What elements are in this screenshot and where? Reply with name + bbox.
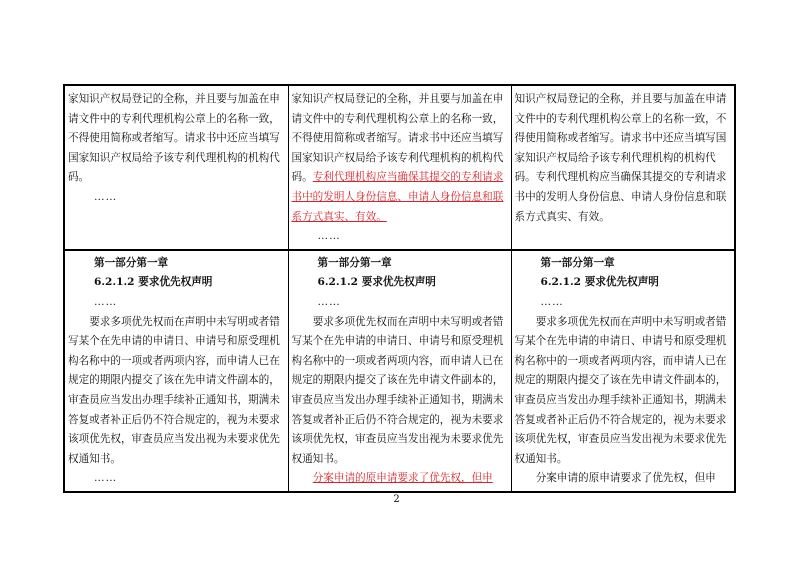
omission-mark: ……: [94, 472, 118, 485]
cell-paragraph: 家知识产权局登记的全称，并且要与加盖在申请文件中的专利代理机构公章上的名称一致，不得使用简称或者缩写。请求书中还应当填写国家知识产权局给予该专利代理机构的机构代码。: [68, 93, 280, 184]
cell-paragraph: 要求多项优先权而在声明中未写明或者错写某个在先申请的申请日、申请号和原受理机构名称中的一项或者两项内容，而申请人已在规定的期限内提交了该在先申请文件副本的，审查员应当发出办理手续补正通知书，期满未答复或者补正后仍不符合规定的，视为未要求该项优先权，审查员应当发出视为未要求优先权通知书。: [291, 315, 504, 465]
table-row: [64, 85, 735, 250]
omission-mark: ……: [540, 295, 564, 308]
comparison-table: [63, 84, 736, 493]
subsection-heading: 6.2.1.2 要求优先权声明: [317, 276, 436, 289]
revised-text-highlight: 专利代理机构应当确保其提交的专利请求书中的发明人身份信息、申请人身份信息和联系方式真实、有效。: [291, 171, 504, 223]
revised-text-highlight: 分案申请的原申请要求了优先权，但申: [312, 472, 493, 485]
omission-mark: ……: [317, 295, 341, 308]
cell-paragraph: 要求多项优先权而在声明中未写明或者错写某个在先申请的申请日、申请号和原受理机构名称中的一项或者两项内容，而申请人已在规定的期限内提交了该在先申请文件副本的，审查员应当发出办理手续补正通知书，期满未答复或者补正后仍不符合规定的，视为未要求该项优先权，审查员应当发出视为未要求优先权通知书。: [514, 315, 727, 465]
section-heading: 第一部分第一章: [317, 256, 392, 269]
omission-mark: ……: [317, 230, 341, 243]
table-cell-revised: [288, 250, 511, 492]
section-heading: 第一部分第一章: [540, 256, 615, 269]
cell-paragraph: 家知识产权局登记的全称，并且要与加盖在申请文件中的专利代理机构公章上的名称一致，不得使用简称或者缩写。请求书中还应当填写国家知识产权局给予该专利代理机构的机构代码。专利代理机构应当确保其提交的专利请求书中的发明人身份信息、申请人身份信息和联系方式真实、有效。: [291, 93, 504, 223]
table-row: [64, 250, 735, 492]
cell-paragraph: 知识产权局登记的全称，并且要与加盖在申请文件中的专利代理机构公章上的名称一致，不得使用简称或者缩写。请求书中还应当填写国家知识产权局给予该专利代理机构的机构代码。专利代理机构应当确保其提交的专利请求书中的发明人身份信息、申请人身份信息和联系方式真实、有效。: [514, 93, 727, 223]
subsection-heading: 6.2.1.2 要求优先权声明: [540, 276, 659, 289]
table-cell-clean: [511, 250, 735, 492]
section-heading: 第一部分第一章: [94, 256, 169, 269]
table-cell-original: [64, 250, 288, 492]
cell-paragraph-tail: 分案申请的原申请要求了优先权，但申: [535, 472, 716, 485]
table-cell-revised: [288, 85, 511, 250]
table-cell-clean: [511, 85, 735, 250]
cell-paragraph: 要求多项优先权而在声明中未写明或者错写某个在先申请的申请日、申请号和原受理机构名称中的一项或者两项内容，而申请人已在规定的期限内提交了该在先申请文件副本的，审查员应当发出办理手续补正通知书，期满未答复或者补正后仍不符合规定的，视为未要求该项优先权，审查员应当发出视为未要求优先权通知书。: [68, 315, 280, 465]
page-number: 2: [393, 494, 400, 505]
omission-mark: ……: [94, 190, 118, 203]
omission-mark: ……: [94, 295, 118, 308]
subsection-heading: 6.2.1.2 要求优先权声明: [94, 276, 213, 289]
table-cell-original: [64, 85, 288, 250]
